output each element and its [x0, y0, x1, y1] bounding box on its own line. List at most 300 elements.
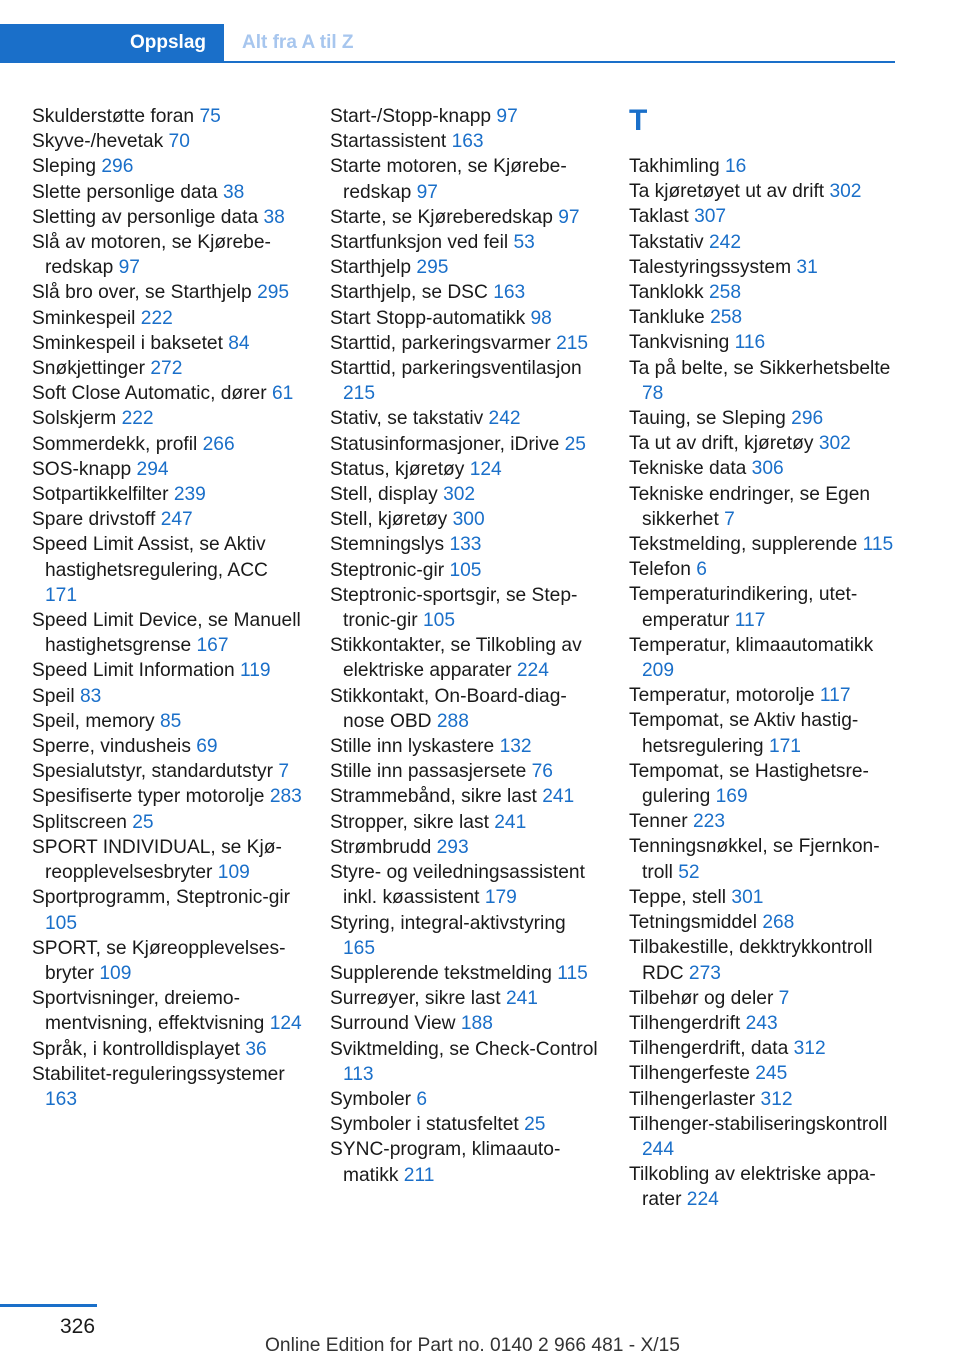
entry-text: SOS-knapp [32, 458, 132, 480]
page-link[interactable]: 258 [710, 307, 743, 329]
page-link[interactable]: 215 [556, 332, 589, 354]
index-entry [330, 406, 600, 431]
page-number: 326 [60, 1315, 96, 1338]
page-link[interactable]: 241 [494, 811, 527, 833]
index-entry [330, 1087, 600, 1112]
page-link[interactable]: 124 [469, 458, 502, 480]
index-entry [330, 784, 600, 809]
index-column-3 [629, 104, 897, 1213]
index-entry [629, 1036, 897, 1061]
page-link[interactable]: 105 [449, 559, 482, 581]
index-entry [330, 230, 600, 255]
page-link[interactable]: 109 [99, 962, 132, 984]
entry-text: Sminkespeil [32, 307, 136, 329]
page-link[interactable]: 243 [745, 1012, 778, 1034]
page-link[interactable]: 163 [451, 131, 484, 153]
entry-text: Strømbrudd [330, 836, 432, 858]
page-link[interactable]: 273 [688, 962, 721, 984]
index-entry [32, 734, 302, 759]
entry-text: Starttid, parkeringsvarmer [330, 332, 551, 354]
index-entry [330, 154, 600, 204]
page-link[interactable]: 97 [416, 181, 438, 203]
index-entry [330, 583, 600, 633]
entry-text: Tilhengerlaster [629, 1088, 756, 1110]
page-link[interactable]: 215 [343, 383, 376, 405]
index-entry [32, 885, 302, 935]
entry-text: SPORT INDIVIDUAL, se Kjøreopplevelsesbryter [32, 836, 282, 884]
page-link[interactable]: 296 [791, 408, 824, 430]
tab-alt-fra-a-til-z[interactable]: Alt fra A til Z [242, 32, 354, 53]
index-entry [32, 835, 302, 885]
index-entry [629, 255, 897, 280]
index-entry [629, 532, 897, 557]
page-link[interactable]: 244 [642, 1138, 675, 1160]
entry-text: Stemningslys [330, 534, 445, 556]
page-link[interactable]: 302 [829, 181, 862, 203]
index-entry [330, 961, 600, 986]
entry-text: Sletting av personlige data [32, 206, 259, 228]
page-link[interactable]: 84 [228, 332, 250, 354]
entry-text: Starte motoren, se Kjøreberedskap [330, 156, 567, 203]
index-entry [32, 784, 302, 809]
page-link[interactable]: 124 [269, 1013, 302, 1035]
entry-text: Tempomat, se Hastighetsregulering [629, 760, 869, 808]
page-link[interactable]: 119 [239, 660, 271, 682]
index-entry [32, 129, 302, 154]
page-link[interactable]: 116 [734, 332, 766, 354]
entry-text: Stativ, se takstativ [330, 408, 484, 430]
page-link[interactable]: 132 [499, 736, 532, 758]
page-link[interactable]: 245 [755, 1063, 788, 1085]
index-entry [32, 432, 302, 457]
index-entry [32, 759, 302, 784]
entry-text: Starthjelp [330, 257, 412, 279]
entry-text: Steptronic-gir [330, 559, 445, 581]
page-link[interactable]: 25 [132, 811, 154, 833]
page-link[interactable]: 295 [257, 282, 290, 304]
entry-text: Startassistent [330, 131, 447, 153]
entry-text: Surreøyer, sikre last [330, 988, 501, 1010]
index-entry [330, 1137, 600, 1187]
page-link[interactable]: 247 [160, 509, 193, 531]
page-link[interactable]: 115 [557, 962, 588, 984]
entry-text: Tanklokk [629, 282, 704, 304]
entry-text: Speil [32, 685, 75, 707]
page-link[interactable]: 224 [516, 660, 549, 682]
page-link[interactable]: 293 [436, 836, 469, 858]
entry-text: Spesifiserte typer motorolje [32, 786, 265, 808]
entry-text: Sleping [32, 156, 97, 178]
index-entry [330, 911, 600, 961]
entry-text: Temperatur, motorolje [629, 685, 815, 707]
page-link[interactable]: 171 [45, 584, 78, 606]
index-entry [32, 709, 302, 734]
entry-text: Tilhenger-stabiliseringskontroll [629, 1113, 888, 1135]
page-link[interactable]: 306 [751, 458, 784, 480]
index-entry [330, 633, 600, 683]
entry-text: Sportprogramm, Steptronic-gir [32, 887, 291, 909]
entry-text: Start Stopp-automatikk [330, 307, 526, 329]
page-link[interactable]: 133 [449, 534, 482, 556]
page-link[interactable]: 163 [493, 282, 526, 304]
entry-text: Slå bro over, se Starthjelp [32, 282, 252, 304]
page-link[interactable]: 69 [196, 736, 218, 758]
index-entry [629, 431, 897, 456]
page-link[interactable]: 6 [416, 1088, 428, 1110]
page-link[interactable]: 7 [778, 987, 790, 1009]
entry-text: Tempomat, se Aktiv hastighetsregulering [629, 710, 859, 757]
page-link[interactable]: 167 [196, 635, 229, 657]
entry-text: Status, kjøretøy [330, 458, 465, 480]
entry-text: Steptronic-sportsgir, se Steptronic-gir [330, 584, 578, 632]
page-link[interactable]: 258 [709, 282, 742, 304]
page-link[interactable]: 307 [694, 206, 727, 228]
entry-text: Speil, memory [32, 710, 155, 732]
page-link[interactable]: 105 [45, 912, 78, 934]
entry-text: Sviktmelding, se Check-Control [330, 1038, 598, 1060]
page-link[interactable]: 294 [136, 458, 169, 480]
index-entry [629, 1162, 897, 1212]
entry-text: Språk, i kontrolldisplayet [32, 1038, 240, 1060]
index-entry [32, 936, 302, 986]
page-link[interactable]: 61 [271, 383, 294, 405]
index-entry [629, 330, 897, 355]
page-link[interactable]: 115 [862, 534, 894, 556]
entry-text: Temperaturindikering, utetemperatur [629, 584, 858, 631]
entry-text: Stikkontakt, On-Board-diagnose OBD [330, 685, 567, 732]
page-link[interactable]: 113 [343, 1063, 374, 1085]
index-entry [32, 331, 302, 356]
entry-text: Tilhengerdrift, data [629, 1038, 789, 1060]
index-entry [32, 532, 302, 608]
page-link[interactable]: 53 [513, 232, 535, 254]
entry-text: Tilhengerdrift [629, 1012, 741, 1034]
entry-text: Tankvisning [629, 332, 730, 354]
entry-text: Tekstmelding, supplerende [629, 534, 858, 556]
index-entry [32, 381, 302, 406]
page-link[interactable]: 312 [760, 1088, 793, 1110]
entry-text: Statusinformasjoner, iDrive [330, 433, 560, 455]
index-entry [629, 305, 897, 330]
index-entry [32, 810, 302, 835]
entry-text: Telefon [629, 559, 691, 581]
index-column-1 [32, 104, 302, 1112]
page-link[interactable]: 97 [118, 257, 140, 279]
page-link[interactable]: 241 [505, 988, 538, 1010]
entry-text: Starttid, parkeringsventilasjon [330, 358, 582, 380]
index-entry [629, 154, 897, 179]
entry-text: Symboler i statusfeltet [330, 1114, 519, 1136]
index-entry [629, 230, 897, 255]
index-entry [629, 809, 897, 834]
entry-text: Stille inn passasjersete [330, 761, 527, 783]
entry-text: Ta på belte, se Sikkerhetsbelte [629, 357, 891, 379]
index-entry [32, 205, 302, 230]
page-link[interactable]: 7 [278, 761, 290, 783]
index-entry [629, 683, 897, 708]
index-entry [330, 280, 600, 305]
page-link[interactable]: 268 [762, 912, 795, 934]
page-link[interactable]: 52 [678, 861, 700, 883]
entry-text: Takhimling [629, 156, 720, 177]
entry-text: Taklast [629, 206, 689, 228]
entry-text: Symboler [330, 1088, 412, 1110]
index-entry [330, 356, 600, 406]
index-entry [32, 507, 302, 532]
index-entry [32, 658, 302, 683]
entry-text: Tilkobling av elektriske apparater [629, 1164, 876, 1211]
page-link[interactable]: 117 [819, 685, 851, 707]
index-entry [330, 482, 600, 507]
entry-text: Stropper, sikre last [330, 811, 489, 833]
index-entry [629, 885, 897, 910]
index-entry [32, 1062, 302, 1112]
page-link[interactable]: 70 [168, 131, 190, 153]
entry-text: Starthjelp, se DSC [330, 282, 488, 304]
entry-text: Teppe, stell [629, 886, 727, 908]
section-letter: T [629, 104, 648, 137]
page-link[interactable]: 239 [173, 484, 206, 506]
page-link[interactable]: 31 [796, 256, 818, 278]
index-entry [629, 356, 897, 406]
page-link[interactable]: 38 [263, 206, 285, 228]
index-entry [629, 582, 897, 632]
index-entry [32, 180, 302, 205]
index-entry [330, 1112, 600, 1137]
index-entry [629, 834, 897, 884]
index-entry [629, 1112, 897, 1162]
entry-text: Start-/Stopp-knapp [330, 106, 492, 127]
page-link[interactable]: 272 [150, 358, 183, 380]
page-link[interactable]: 302 [818, 433, 851, 455]
index-entry [32, 230, 302, 280]
page-link[interactable]: 171 [768, 735, 801, 757]
entry-text: Speed Limit Information [32, 660, 235, 682]
entry-text: Styring, integral-aktivstyring [330, 912, 566, 934]
page-link[interactable]: 242 [488, 408, 521, 430]
entry-text: Sperre, vindusheis [32, 736, 191, 758]
index-entry [330, 457, 600, 482]
page-link[interactable]: 301 [731, 886, 764, 908]
page-link[interactable]: 222 [121, 408, 154, 430]
index-entry [32, 280, 302, 305]
entry-text: Talestyringssystem [629, 256, 792, 278]
index-entry [32, 457, 302, 482]
index-entry [330, 558, 600, 583]
page-link[interactable]: 209 [642, 660, 675, 682]
index-entry [629, 708, 897, 758]
index-entry [629, 910, 897, 935]
entry-text: SPORT, se Kjøreopplevelsesbryter [32, 937, 286, 984]
index-entry [330, 104, 600, 129]
page-link[interactable]: 75 [199, 106, 221, 127]
page-link[interactable]: 25 [524, 1114, 546, 1136]
page-link[interactable]: 6 [696, 559, 707, 581]
index-entry [330, 810, 600, 835]
page-link[interactable]: 16 [725, 156, 747, 177]
entry-text: Strammebånd, sikre last [330, 786, 537, 808]
index-entry [330, 734, 600, 759]
header-tab-bar [0, 24, 895, 63]
index-entry [330, 1037, 600, 1087]
entry-text: Speed Limit Device, se Manuell hastighetsgrense [32, 610, 301, 657]
index-entry [32, 482, 302, 507]
entry-text: Tilbehør og deler [629, 987, 774, 1009]
index-entry [629, 557, 897, 582]
entry-text: Spesialutstyr, standardutstyr [32, 761, 274, 783]
index-entry [629, 633, 897, 683]
page-link[interactable]: 169 [715, 786, 748, 808]
entry-text: Soft Close Automatic, dører [32, 383, 267, 405]
entry-text: Tekniske endringer, se Egen sikkerhet [629, 483, 871, 530]
page-link[interactable]: 105 [422, 610, 455, 632]
entry-text: Stell, kjøretøy [330, 509, 448, 531]
page-link[interactable]: 98 [530, 307, 552, 329]
index-entry [629, 935, 897, 985]
page-link[interactable]: 76 [531, 761, 553, 783]
index-entry [330, 1011, 600, 1036]
page-link[interactable]: 300 [452, 509, 485, 531]
entry-text: Tenner [629, 811, 688, 833]
index-entry [330, 129, 600, 154]
entry-text: Tetningsmiddel [629, 912, 757, 934]
entry-text: Slette personlige data [32, 181, 218, 203]
index-entry [330, 759, 600, 784]
page-link[interactable]: 163 [45, 1088, 78, 1110]
page-link[interactable]: 295 [416, 257, 449, 279]
entry-text: Tekniske data [629, 458, 747, 480]
page-link[interactable]: 312 [793, 1038, 826, 1060]
index-entry [32, 406, 302, 431]
edition-note: Online Edition for Part no. 0140 2 966 481 - X/15 [265, 1335, 680, 1356]
entry-text: Temperatur, klimaautomatikk [629, 634, 874, 656]
index-entry [32, 1037, 302, 1062]
tab-accent-block [0, 24, 112, 61]
entry-text: Skulderstøtte foran [32, 106, 195, 127]
index-entry [629, 986, 897, 1011]
index-entry [629, 406, 897, 431]
page-link[interactable]: 188 [460, 1013, 493, 1035]
page-link[interactable]: 223 [693, 811, 726, 833]
index-entry [32, 306, 302, 331]
index-column-2 [330, 104, 600, 1188]
page-link[interactable]: 288 [436, 710, 469, 732]
index-entry [629, 759, 897, 809]
entry-text: Ta kjøretøyet ut av drift [629, 181, 825, 203]
index-entry [330, 684, 600, 734]
index-entry [629, 1011, 897, 1036]
index-entry [330, 306, 600, 331]
page-link[interactable]: 36 [245, 1038, 267, 1060]
entry-text: Skyve-/hevetak [32, 131, 164, 153]
page-link[interactable]: 109 [217, 862, 250, 884]
page-link[interactable]: 97 [496, 106, 518, 127]
index-entry [629, 1061, 897, 1086]
page-link[interactable]: 38 [222, 181, 245, 203]
entry-text: Startfunksjon ved feil [330, 232, 509, 254]
page-link[interactable]: 179 [484, 887, 517, 909]
entry-text: Spare drivstoff [32, 509, 156, 531]
page-link[interactable]: 222 [140, 307, 173, 329]
index-entry [32, 104, 302, 129]
index-entry [32, 154, 302, 179]
index-entry [629, 179, 897, 204]
entry-text: Tenningsnøkkel, se Fjernkontroll [629, 836, 880, 883]
entry-text: Stell, display [330, 484, 438, 506]
entry-text: SYNC-program, klimaautomatikk [330, 1139, 561, 1186]
page-link[interactable]: 165 [343, 937, 376, 959]
page-link[interactable]: 224 [686, 1189, 719, 1211]
index-entry [330, 255, 600, 280]
page-link[interactable]: 283 [269, 786, 302, 808]
entry-text: Tilbakestille, dekktrykkontroll RDC [629, 937, 873, 984]
index-entry [629, 204, 897, 229]
index-entry [629, 456, 897, 481]
entry-text: Slå av motoren, se Kjøreberedskap [32, 232, 271, 279]
entry-text: Solskjerm [32, 408, 117, 430]
entry-text: Sportvisninger, dreiemomentvisning, effektvisning [32, 988, 265, 1035]
entry-text: Splitscreen [32, 811, 127, 833]
entry-text: Tankluke [629, 307, 705, 329]
page-link[interactable]: 241 [542, 786, 575, 808]
index-entry [330, 331, 600, 356]
index-entry [32, 356, 302, 381]
entry-text: Stabilitet-reguleringssystemer [32, 1063, 285, 1085]
footer-rule [0, 1304, 97, 1307]
entry-text: Stikkontakter, se Tilkobling av elektriske apparater [330, 635, 582, 682]
index-entry [32, 986, 302, 1036]
tab-oppslag[interactable]: Oppslag [112, 24, 224, 61]
index-entry [330, 860, 600, 910]
page-link[interactable]: 7 [724, 508, 735, 530]
entry-text: Sommerdekk, profil [32, 433, 198, 455]
entry-text: Takstativ [629, 231, 704, 253]
entry-text: Tauing, se Sleping [629, 408, 786, 430]
index-entry [629, 1087, 897, 1112]
entry-text: Stille inn lyskastere [330, 736, 495, 758]
entry-text: Snøkjettinger [32, 358, 146, 380]
page-link[interactable]: 266 [202, 433, 235, 455]
entry-text: Tilhengerfeste [629, 1063, 750, 1085]
page-link[interactable]: 296 [101, 156, 134, 178]
entry-text: Supplerende tekstmelding [330, 962, 552, 984]
index-entry [629, 280, 897, 305]
entry-text: Surround View [330, 1013, 456, 1035]
index-entry [629, 482, 897, 532]
index-entry [330, 532, 600, 557]
page-link[interactable]: 25 [564, 433, 586, 455]
entry-text: Speed Limit Assist, se Aktiv hastighetsregulering, ACC [32, 534, 268, 581]
page-link[interactable]: 211 [403, 1164, 435, 1186]
page-link[interactable]: 85 [159, 710, 182, 732]
page-link[interactable]: 78 [642, 382, 664, 404]
page-link[interactable]: 242 [708, 231, 741, 253]
index-entry [330, 835, 600, 860]
entry-text: Ta ut av drift, kjøretøy [629, 433, 814, 455]
index-entry [330, 507, 600, 532]
page-link[interactable]: 117 [734, 609, 766, 631]
page-link[interactable]: 83 [80, 685, 102, 707]
entry-text: Sminkespeil i baksetet [32, 332, 223, 354]
index-entry [330, 986, 600, 1011]
page-link[interactable]: 97 [558, 206, 580, 228]
page-link[interactable]: 302 [443, 484, 476, 506]
index-entry [330, 432, 600, 457]
index-entry [32, 608, 302, 658]
entry-text: Sotpartikkelfilter [32, 484, 169, 506]
index-entry [330, 205, 600, 230]
entry-text: Styre- og veiledningsassistent inkl. køassistent [330, 862, 585, 909]
